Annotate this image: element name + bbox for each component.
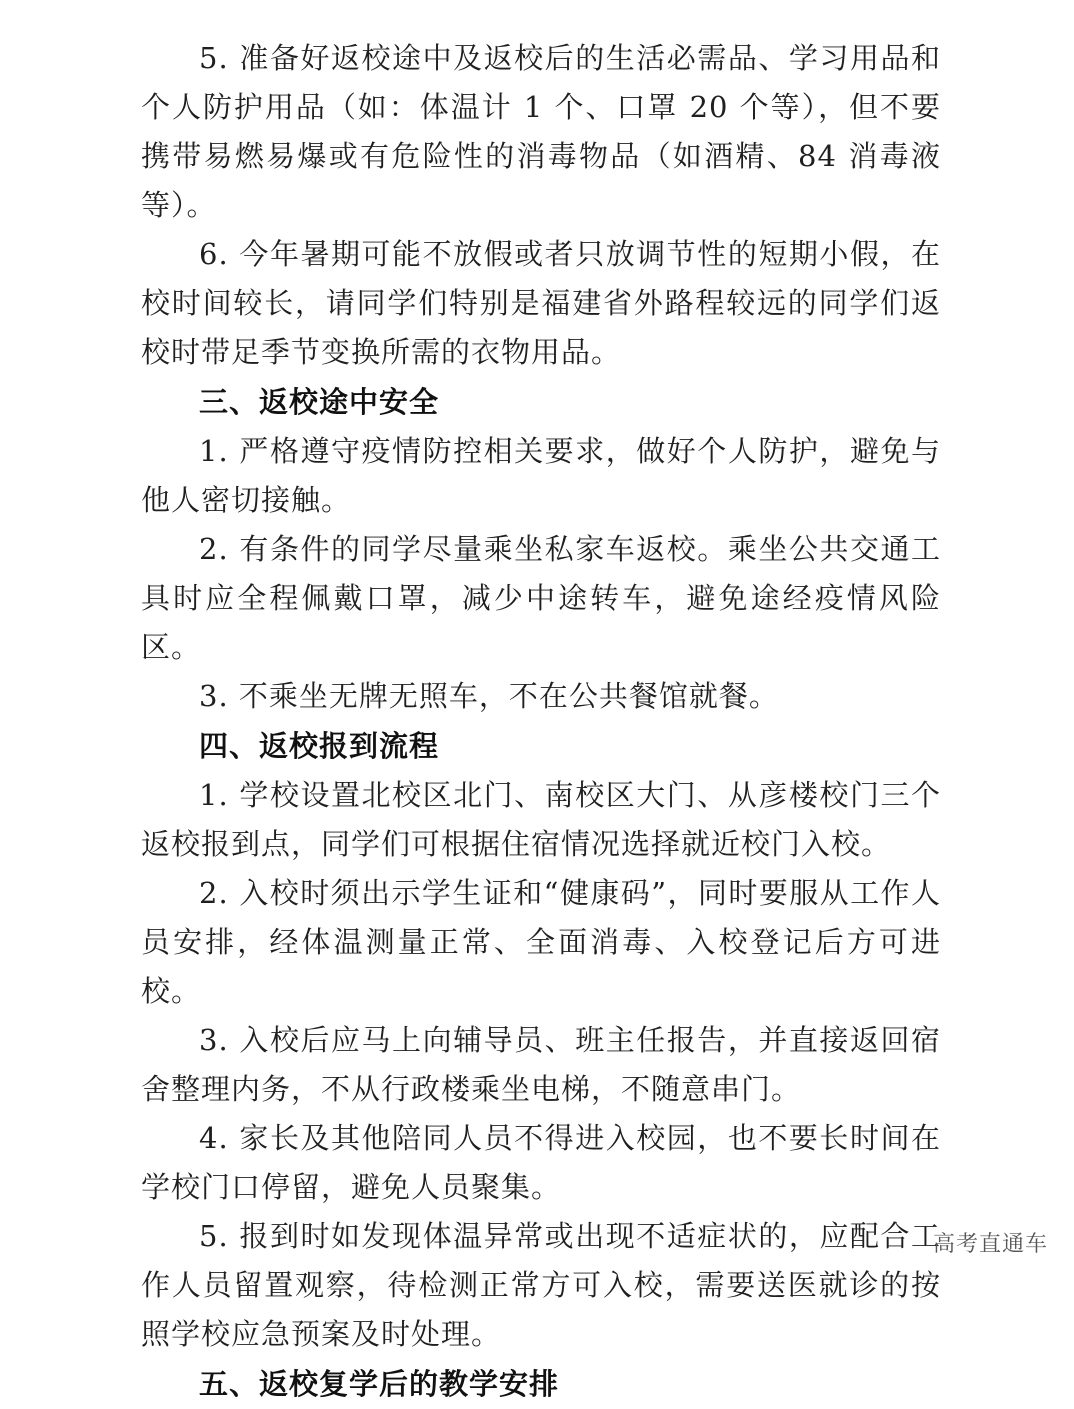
section-heading-3: 三、返校途中安全 xyxy=(199,385,440,419)
document-page xyxy=(141,34,941,1409)
paragraph-4-2: 2. 入校时须出示学生证和“健康码”，同时要服从工作人员安排，经体温测量正常、全面消毒、入校登记后方可进校。 xyxy=(141,876,941,1008)
section-heading-5: 五、返校复学后的教学安排 xyxy=(199,1367,560,1401)
watermark-text: 高考直通车 xyxy=(932,1232,1048,1257)
section-heading-4: 四、返校报到流程 xyxy=(199,729,440,763)
paragraph-4-5: 5. 报到时如发现体温异常或出现不适症状的，应配合工作人员留置观察，待检测正常方可入校，需要送医就诊的按照学校应急预案及时处理。 xyxy=(141,1219,941,1351)
paragraph-4-3: 3. 入校后应马上向辅导员、班主任报告，并直接返回宿舍整理内务，不从行政楼乘坐电梯，不随意串门。 xyxy=(141,1023,941,1106)
paragraph-6-clothing: 6. 今年暑期可能不放假或者只放调节性的短期小假，在校时间较长，请同学们特别是福建省外路程较远的同学们返校时带足季节变换所需的衣物用品。 xyxy=(141,237,941,369)
paragraph-5-supplies: 5. 准备好返校途中及返校后的生活必需品、学习用品和个人防护用品（如：体温计 1 个、口罩 20 个等），但不要携带易燃易爆或有危险性的消毒物品（如酒精、84 消毒液等）。 xyxy=(141,41,941,222)
paragraph-3-1: 1. 严格遵守疫情防控相关要求，做好个人防护，避免与他人密切接触。 xyxy=(141,434,941,517)
paragraph-3-2: 2. 有条件的同学尽量乘坐私家车返校。乘坐公共交通工具时应全程佩戴口罩，减少中途转车，避免途经疫情风险区。 xyxy=(141,532,941,664)
paragraph-4-4: 4. 家长及其他陪同人员不得进入校园，也不要长时间在学校门口停留，避免人员聚集。 xyxy=(141,1121,941,1204)
paragraph-3-3: 3. 不乘坐无牌无照车，不在公共餐馆就餐。 xyxy=(199,679,779,713)
paragraph-4-1: 1. 学校设置北校区北门、南校区大门、从彦楼校门三个返校报到点，同学们可根据住宿情况选择就近校门入校。 xyxy=(141,778,941,861)
